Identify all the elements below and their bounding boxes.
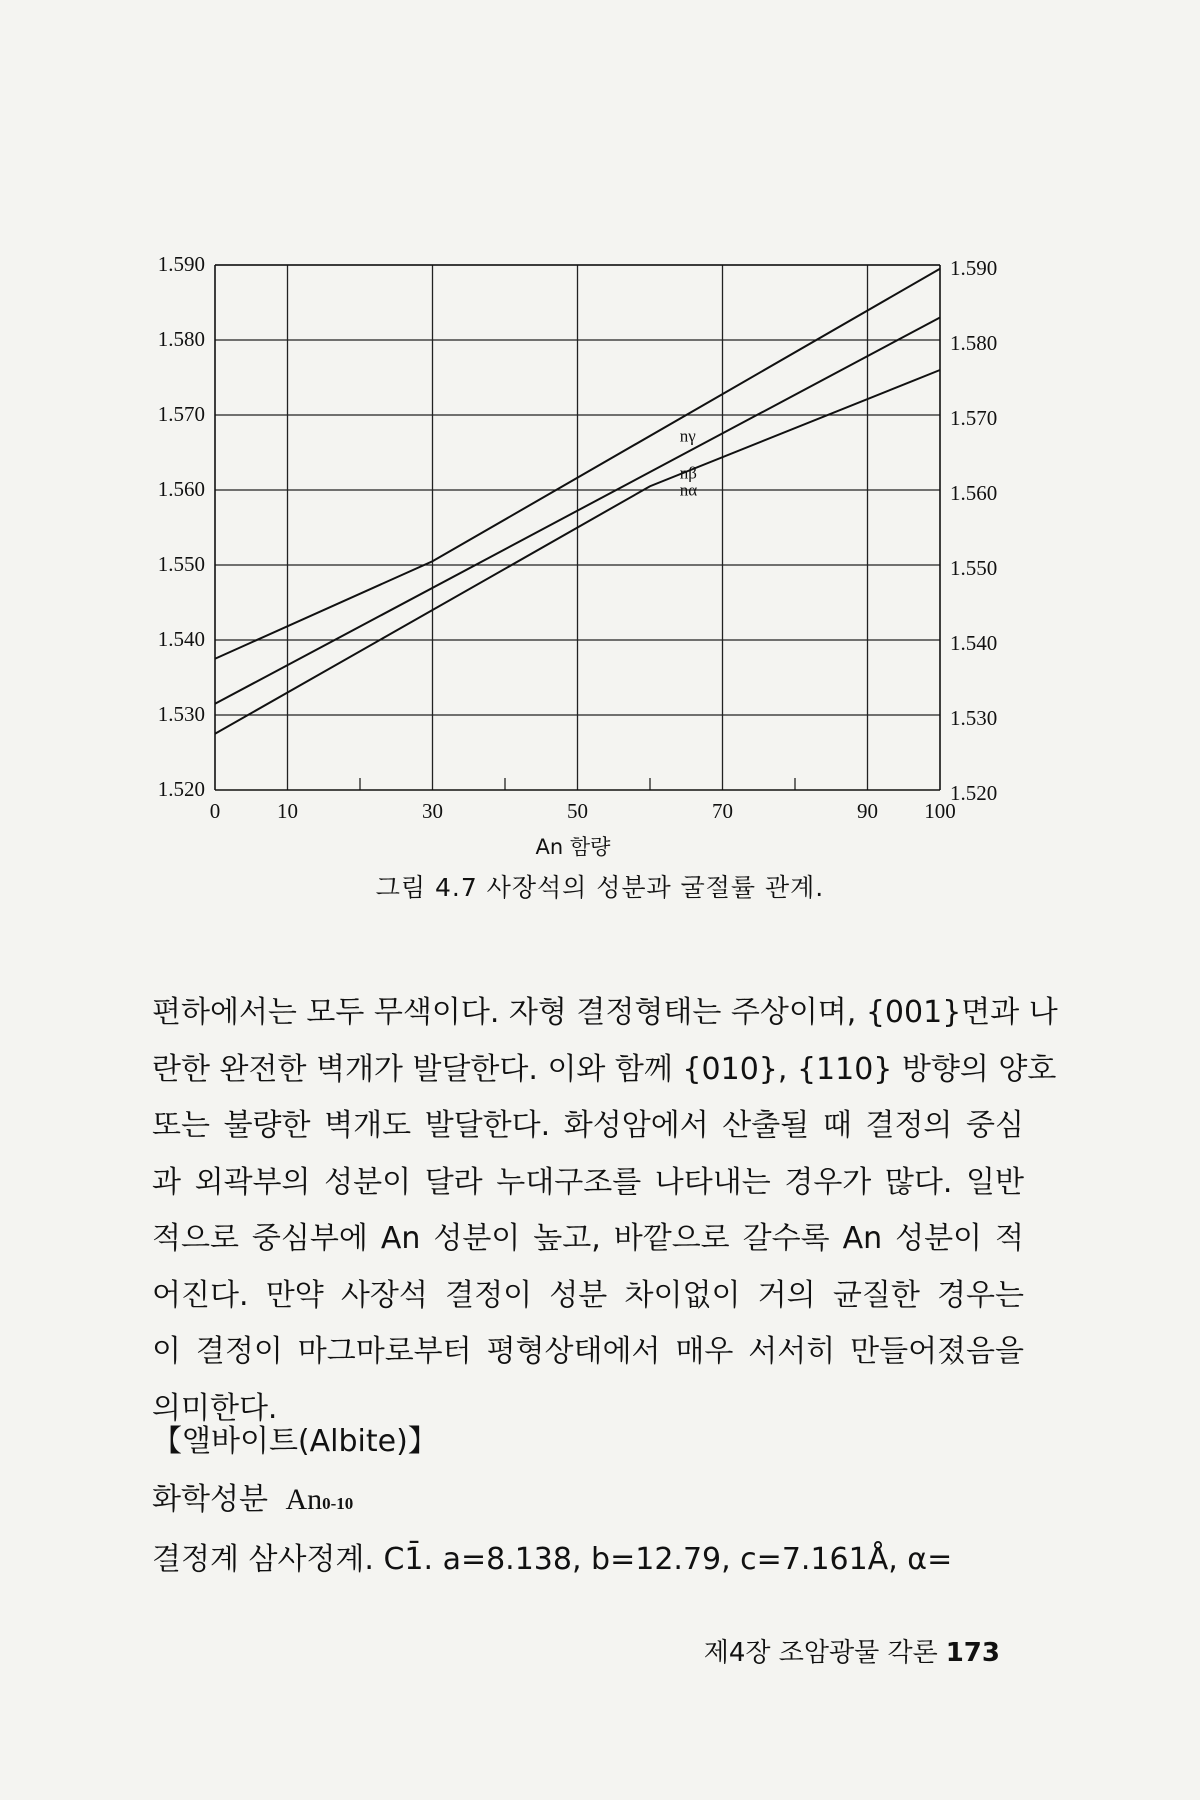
body-line: 어진다. 만약 사장석 결정이 성분 차이없이 거의 균질한 경우는 <box>152 1277 1024 1313</box>
y-tick-label-left: 1.590 <box>157 252 205 276</box>
chapter-title: 제4장 조암광물 각론 <box>703 1638 938 1668</box>
x-tick-label: 0 <box>209 799 221 823</box>
x-tick-label: 10 <box>277 799 298 823</box>
section-heading: 【앨바이트(Albite)】 <box>152 1424 438 1459</box>
crystal-system-text: 결정계 삼사정계. C1̄. a=8.138, b=12.79, c=7.161Å, α= <box>152 1542 953 1577</box>
body-line: 의미한다. <box>152 1390 278 1426</box>
y-tick-label-right: 1.560 <box>950 481 998 505</box>
page-footer <box>704 1632 1000 1669</box>
x-tick-label: 70 <box>712 799 733 823</box>
body-line: 또는 불량한 벽개도 발달한다. 화성암에서 산출될 때 결정의 중심 <box>152 1108 1024 1143</box>
body-paragraph <box>152 985 1058 1437</box>
y-tick-label-left: 1.550 <box>157 552 205 576</box>
y-tick-label-right: 1.570 <box>950 406 998 430</box>
body-line: 과 외곽부의 성분이 달라 누대구조를 나타내는 경우가 많다. 일반 <box>152 1164 1024 1200</box>
body-line: 이 결정이 마그마로부터 평형상태에서 매우 서서히 만들어졌음을 <box>152 1334 1024 1369</box>
y-tick-label-right: 1.530 <box>950 706 998 730</box>
page-number: 173 <box>945 1638 1000 1668</box>
x-tick-label: 90 <box>857 799 878 823</box>
figure-caption: 그림 4.7 사장석의 성분과 굴절률 관계. <box>375 873 825 902</box>
series-label: nβ <box>679 463 697 483</box>
x-tick-label: 30 <box>422 799 443 823</box>
y-tick-label-left: 1.580 <box>157 327 205 351</box>
y-tick-label-left: 1.560 <box>157 477 205 501</box>
x-axis-label: An 함량 <box>535 835 611 859</box>
y-tick-label-left: 1.540 <box>157 627 205 651</box>
y-tick-label-right: 1.520 <box>950 781 998 805</box>
y-tick-label-right: 1.580 <box>950 331 998 355</box>
composition-label: 화학성분 <box>152 1482 268 1517</box>
y-tick-label-left: 1.530 <box>157 702 205 726</box>
body-line: 란한 완전한 벽개가 발달한다. 이와 함께 {010}, {110} 방향의 양호 <box>152 1051 1057 1087</box>
y-tick-label-right: 1.540 <box>950 631 998 655</box>
y-tick-label-right: 1.550 <box>950 556 998 580</box>
crystal-system-line <box>152 1534 952 1578</box>
x-tick-label: 100 <box>924 799 956 823</box>
series-label: nγ <box>679 426 696 446</box>
y-tick-label-left: 1.570 <box>157 402 205 426</box>
series-label: nα <box>679 480 698 500</box>
x-tick-label: 50 <box>567 799 588 823</box>
body-line: 적으로 중심부에 An 성분이 높고, 바깥으로 갈수록 An 성분이 적 <box>152 1221 1024 1256</box>
composition-formula: An <box>285 1483 323 1516</box>
body-line: 편하에서는 모두 무색이다. 자형 결정형태는 주상이며, {001}면과 나 <box>152 995 1058 1030</box>
composition-line <box>152 1474 353 1518</box>
y-tick-label-left: 1.520 <box>157 777 205 801</box>
composition-subscript: 0-10 <box>322 1494 354 1513</box>
y-tick-label-right: 1.590 <box>950 256 998 280</box>
